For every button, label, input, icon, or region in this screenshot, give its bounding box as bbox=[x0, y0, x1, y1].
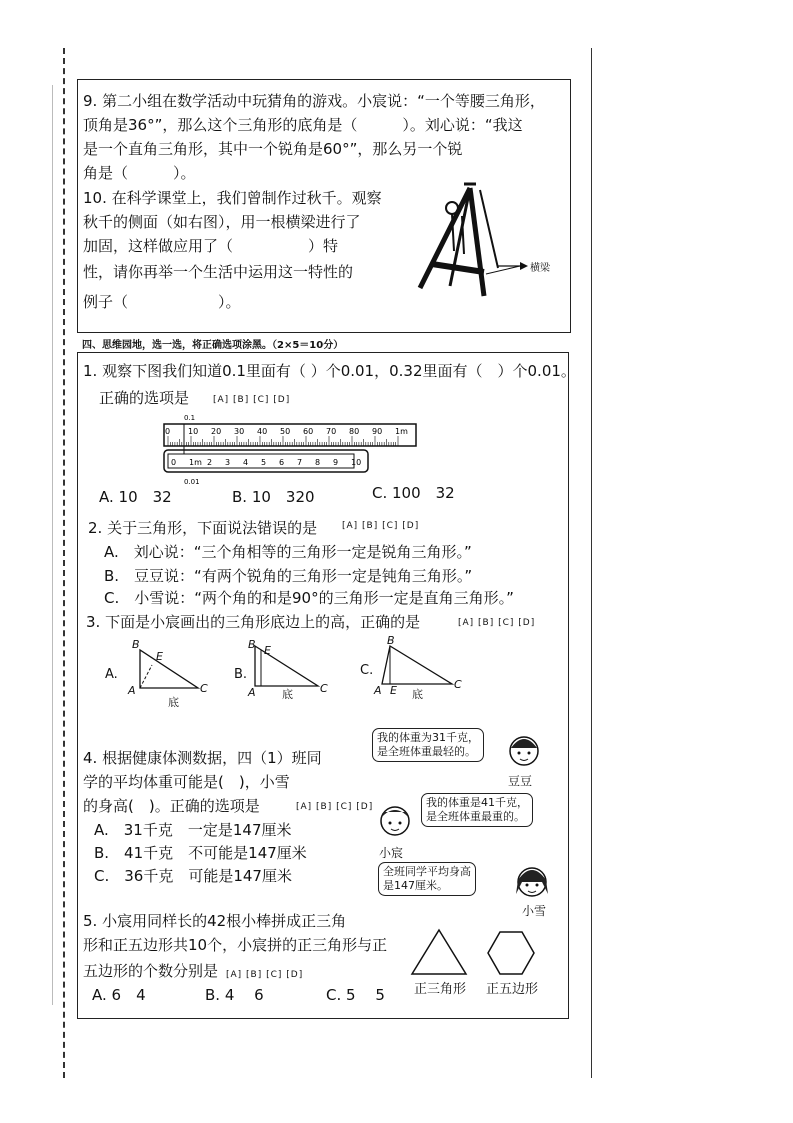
ruler-top-tick-label: 40 bbox=[257, 427, 268, 436]
binding-dashed-line bbox=[63, 48, 65, 1078]
p5-option-b: B. 4 6 bbox=[205, 986, 264, 1004]
svg-text:C: C bbox=[320, 682, 328, 695]
p4-line2: 学的平均体重可能是( )，小雪 bbox=[83, 773, 290, 791]
p5-answer-bubbles[interactable]: [A] [B] [C] [D] bbox=[226, 970, 304, 980]
svg-text:底: 底 bbox=[412, 688, 423, 701]
ruler-top-label: 0.1 bbox=[184, 414, 196, 422]
p1-answer-bubbles[interactable]: [A] [B] [C] [D] bbox=[213, 395, 291, 405]
ruler-bottom-tick-label: 7 bbox=[297, 458, 303, 467]
p5-line2: 形和正五边形共10个，小宸拼的正三角形与正 bbox=[83, 936, 388, 954]
p4-line3: 的身高( )。正确的选项是 bbox=[83, 797, 260, 815]
svg-text:E: E bbox=[156, 650, 163, 663]
ruler-bottom-label: 0.01 bbox=[184, 478, 200, 486]
q9-line1: 9. 第二小组在数学活动中玩猜角的游戏。小宸说：“一个等腰三角形， bbox=[83, 92, 545, 110]
ruler-top-tick-label: 20 bbox=[211, 427, 222, 436]
ruler-top-tick-label: 50 bbox=[280, 427, 291, 436]
p5-line1: 5. 小宸用同样长的42根小棒拼成正三角 bbox=[83, 912, 347, 930]
svg-text:底: 底 bbox=[282, 688, 293, 701]
ruler-bottom-tick-label: 8 bbox=[315, 458, 321, 467]
svg-text:C: C bbox=[200, 682, 208, 695]
section4-title: 四、思维园地，选一选，将正确选项涂黑。（2×5＝10分） bbox=[82, 340, 344, 351]
q9-line3: 是一个直角三角形，其中一个锐角是60°”，那么另一个锐 bbox=[83, 140, 463, 158]
svg-text:B.: B. bbox=[234, 667, 248, 682]
girl-xiaoxue-icon bbox=[512, 860, 552, 904]
q10-line4: 性，请你再举一个生活中运用这一特性的 bbox=[83, 263, 354, 281]
q10-line5: 例子（ ）。 bbox=[83, 293, 241, 311]
girl-doudou-icon bbox=[505, 730, 543, 772]
p2-option-a: A. 刘心说：“三个角相等的三角形一定是锐角三角形。” bbox=[104, 543, 472, 561]
p1-option-b: B. 10 320 bbox=[232, 488, 315, 506]
ruler-bottom-tick-label: 5 bbox=[261, 458, 267, 467]
svg-text:E: E bbox=[390, 684, 397, 697]
ruler-top-tick-label: 70 bbox=[326, 427, 337, 436]
q10-line3: 加固，这样做应用了（ ）特 bbox=[83, 237, 339, 255]
ruler-bottom-tick-label: 0 bbox=[171, 458, 177, 467]
svg-text:B: B bbox=[132, 638, 140, 651]
ruler-top-tick-label: 60 bbox=[303, 427, 314, 436]
ruler-bottom-tick-label: 1m bbox=[189, 458, 202, 467]
p1-option-a: A. 10 32 bbox=[99, 488, 172, 506]
p3-triangles-figure bbox=[100, 632, 480, 712]
ruler-bottom-tick-label: 4 bbox=[243, 458, 249, 467]
p5-line3: 五边形的个数分别是 bbox=[83, 962, 219, 980]
p1-option-c: C. 100 32 bbox=[372, 484, 455, 502]
q9-line4: 角是（ ）。 bbox=[83, 164, 196, 182]
polygon-shape bbox=[488, 932, 534, 974]
ruler-top-tick-label: 90 bbox=[372, 427, 383, 436]
p4-line1: 4. 根据健康体测数据，四（1）班同 bbox=[83, 749, 322, 767]
ruler-top-tick-label: 80 bbox=[349, 427, 360, 436]
svg-text:E: E bbox=[264, 644, 271, 657]
right-margin-line bbox=[591, 48, 592, 1078]
p2-stem: 2. 关于三角形，下面说法错误的是 bbox=[88, 519, 318, 537]
ruler-bottom-tick-label: 10 bbox=[351, 458, 362, 467]
p2-answer-bubbles[interactable]: [A] [B] [C] [D] bbox=[342, 521, 420, 531]
ruler-bottom-tick-label: 3 bbox=[225, 458, 231, 467]
svg-text:A: A bbox=[128, 684, 136, 697]
q9-line2: 顶角是36°”，那么这个三角形的底角是（ ）。刘心说：“我这 bbox=[83, 116, 523, 134]
shape-label-triangle: 正三角形 bbox=[414, 982, 467, 997]
shape-label-pentagon: 正五边形 bbox=[486, 982, 539, 997]
name-xiaoxue: 小雪 bbox=[522, 904, 547, 918]
ruler-bottom-tick-label: 9 bbox=[333, 458, 339, 467]
p4-option-b: B. 41千克 不可能是147厘米 bbox=[94, 844, 307, 862]
q10-line2: 秋千的侧面（如右图），用一根横梁进行了 bbox=[83, 213, 361, 231]
ruler-top-tick-label: 10 bbox=[188, 427, 199, 436]
p3-stem: 3. 下面是小宸画出的三角形底边上的高，正确的是 bbox=[86, 613, 421, 631]
p1-line1: 1. 观察下图我们知道0.1里面有（ ）个0.01，0.32里面有（ ）个0.01。 bbox=[83, 362, 576, 380]
ruler-top-tick-label: 0 bbox=[165, 427, 171, 436]
svg-text:A.: A. bbox=[105, 667, 118, 682]
speech-bubble-xiaoxue: 全班同学平均身高 是147厘米。 bbox=[378, 862, 476, 896]
triangle-shape bbox=[412, 930, 466, 974]
ruler-figure bbox=[160, 410, 425, 486]
p4-answer-bubbles[interactable]: [A] [B] [C] [D] bbox=[296, 802, 374, 812]
left-margin-line bbox=[52, 85, 53, 1005]
name-xiaochen: 小宸 bbox=[379, 846, 404, 860]
speech-bubble-xiaochen: 我的体重是41千克， 是全班体重最重的。 bbox=[421, 793, 533, 827]
ruler-top-tick-label: 1m bbox=[395, 427, 408, 436]
svg-text:A: A bbox=[248, 686, 256, 699]
p4-option-a: A. 31千克 一定是147厘米 bbox=[94, 821, 292, 839]
ruler-bottom-tick-label: 6 bbox=[279, 458, 285, 467]
p1-line2: 正确的选项是 bbox=[99, 389, 190, 407]
p3-answer-bubbles[interactable]: [A] [B] [C] [D] bbox=[458, 618, 536, 628]
swing-frame-figure bbox=[402, 176, 574, 318]
ruler-bottom-tick-label: 2 bbox=[207, 458, 213, 467]
svg-text:C.: C. bbox=[360, 663, 374, 678]
p5-option-c: C. 5 5 bbox=[326, 986, 385, 1004]
svg-text:B: B bbox=[248, 638, 256, 651]
svg-text:A: A bbox=[374, 684, 382, 697]
name-doudou: 豆豆 bbox=[508, 774, 533, 788]
svg-text:C: C bbox=[454, 678, 462, 691]
svg-text:底: 底 bbox=[168, 696, 179, 709]
p4-option-c: C. 36千克 可能是147厘米 bbox=[94, 867, 292, 885]
p2-option-c: C. 小雪说：“两个角的和是90°的三角形一定是直角三角形。” bbox=[104, 589, 514, 607]
p5-shapes-figure bbox=[408, 926, 548, 980]
p2-option-b: B. 豆豆说：“有两个锐角的三角形一定是钝角三角形。” bbox=[104, 567, 473, 585]
ruler-top-tick-label: 30 bbox=[234, 427, 245, 436]
svg-text:B: B bbox=[387, 634, 395, 647]
boy-xiaochen-icon bbox=[376, 800, 414, 842]
q10-line1: 10. 在科学课堂上，我们曾制作过秋千。观察 bbox=[83, 189, 382, 207]
p5-option-a: A. 6 4 bbox=[92, 986, 146, 1004]
beam-label: 横梁 bbox=[530, 263, 550, 274]
speech-bubble-doudou: 我的体重为31千克， 是全班体重最轻的。 bbox=[372, 728, 484, 762]
